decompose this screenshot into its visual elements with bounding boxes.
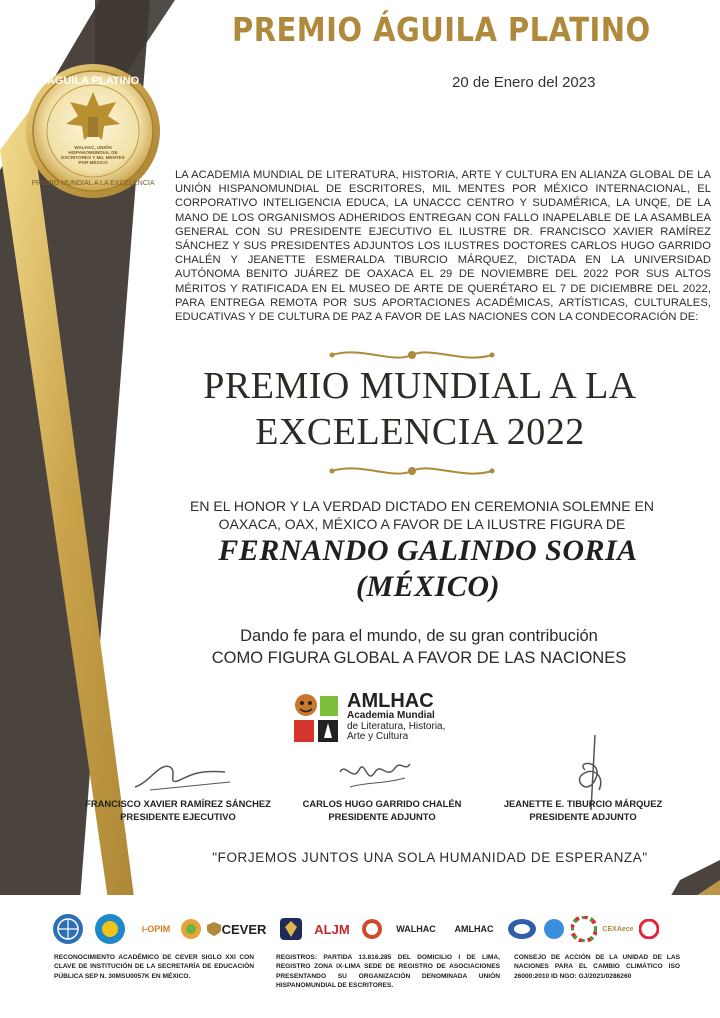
recipient-name: FERNANDO GALINDO SORIA — [218, 534, 638, 567]
partner-logos — [50, 910, 660, 948]
amlhac-line-1: Academia Mundial — [347, 710, 435, 721]
crest-icon — [277, 915, 305, 943]
issue-date: 20 de Enero del 2023 — [452, 74, 596, 91]
globe-icon — [94, 913, 126, 945]
globe-icon — [543, 918, 565, 940]
footer-right: CONSEJO DE ACCIÓN DE LA UNIDAD DE LAS NACIONES PARA EL CAMBIO CLIMÁTICO ISO 26000:2010 ID NGO: GJ/2021/0286260 — [514, 954, 680, 980]
svg-text:HISPANOMUNDIAL DE: HISPANOMUNDIAL DE — [68, 150, 118, 155]
partner-logo-cever — [200, 914, 272, 944]
partner-logo-1 — [50, 914, 86, 944]
contribution-statement — [150, 625, 688, 669]
partner-logo-15 — [638, 914, 660, 944]
partner-logo-iopim: i-OPIM — [141, 924, 171, 934]
award-title-line-1: PREMIO MUNDIAL A LA — [203, 365, 637, 407]
signature-2 — [335, 742, 415, 802]
circle-icon — [639, 919, 659, 939]
signer-1 — [78, 798, 278, 823]
badge-icon — [180, 918, 202, 940]
signer-1-name: FRANCISCO XAVIER RAMÍREZ SÁNCHEZ — [85, 798, 271, 809]
svg-text:ÁGUILA PLATINO: ÁGUILA PLATINO — [46, 75, 140, 87]
certificate-title: PREMIO ÁGUILA PLATINO — [232, 10, 651, 49]
motto: "FORJEMOS JUNTOS UNA SOLA HUMANIDAD DE ESPERANZA" — [212, 850, 648, 865]
amlhac-acronym: AMLHAC — [347, 690, 434, 712]
contribution-line-1: Dando fe para el mundo, de su gran contribución — [240, 627, 598, 645]
partner-logo-6 — [276, 914, 306, 944]
contribution-line-2: COMO FIGURA GLOBAL A FAVOR DE LAS NACIONES — [211, 649, 627, 667]
signer-2-role: PRESIDENTE ADJUNTO — [328, 810, 436, 822]
aguila-platino-seal — [24, 62, 162, 200]
certificate-body-text: LA ACADEMIA MUNDIAL DE LITERATURA, HISTORIA, ARTE Y CULTURA EN ALIANZA GLOBAL DE LA UNIÓN HISPANOMUNDIAL DE ESCRITORES, MIL MENTES POR MÉXICO INTERNACIONAL, EL CORPORATIVO INTELIGENCIA EDUCA, LA UNACCC CENTRO Y SUDAMÉRICA, LA UNQE, DE LA MANO DE LOS ORGANISMOS ADHERIDOS ENTREGAN CON FALLO INAPELABLE DE LA ASAMBLEA GENERAL CON SU PRESIDENTE EJECUTIVO EL ILUSTRE DR. FRANCISCO XAVIER RAMÍREZ SÁNCHEZ Y SUS PRESIDENTES ADJUNTOS LOS ILUSTRES DOCTORES CARLOS HUGO GARRIDO CHALÉN Y JEANETTE ESMERALDA TIBURCIO MÁRQUEZ, DICTADA EN LA UNIVERSIDAD AUTÓNOMA BENITO JUÁREZ DE OAXACA EL 29 DE NOVIEMBRE DEL 2022 POR SUS ALTOS MÉRITOS Y RATIFICADA EN EL MUSEO DE ARTE DE QUERÉTARO EL 7 DE DICIEMBRE DEL 2022, PARA ENTREGA REMOTA POR SUS APORTACIONES ACADÉMICAS, ARTÍSTICAS, CULTURALES, EDUCATIVAS Y DE CULTURA DE PAZ A FAVOR DE LAS NACIONES CON LA CONDECORACIÓN DE: — [175, 169, 711, 324]
recipient — [150, 533, 706, 605]
signature-1 — [130, 742, 240, 802]
partner-logo-cexaece: CEXAece — [602, 925, 634, 933]
partner-logo-11 — [506, 914, 538, 944]
partner-logo-amlhac: AMLHAC — [454, 924, 494, 934]
partner-logo-walhac: WALHAC — [396, 924, 436, 934]
shield-icon — [206, 921, 222, 937]
partner-logo-sdg — [570, 914, 598, 944]
partner-logo-aljm: ALJM — [314, 921, 350, 937]
svg-text:PREMIO MUNDIAL A LA EXCELENCIA: PREMIO MUNDIAL A LA EXCELENCIA — [31, 180, 155, 187]
amlhac-subtitle — [347, 711, 445, 743]
partner-logo-8 — [360, 914, 384, 944]
signer-2-name: CARLOS HUGO GARRIDO CHALÉN — [302, 798, 462, 809]
svg-text:ESCRITORES Y MIL MENTES: ESCRITORES Y MIL MENTES — [61, 155, 125, 160]
partner-logo-4 — [180, 914, 202, 944]
amlhac-logo — [292, 690, 462, 746]
signer-1-role: PRESIDENTE EJECUTIVO — [120, 810, 236, 822]
honor-line-2: OAXACA, OAX, MÉXICO A FAVOR DE LA ILUSTRE FIGURA DE — [218, 515, 626, 532]
emblem-icon — [507, 918, 537, 940]
svg-text:POR MÉXICO: POR MÉXICO — [78, 160, 108, 165]
amlhac-line-2: de Literatura, Historia, — [347, 720, 446, 732]
award-title — [150, 363, 690, 455]
amlhac-line-3: Arte y Cultura — [347, 731, 409, 742]
partner-logo-2 — [92, 914, 128, 944]
signer-2 — [292, 798, 472, 823]
honor-line-1: EN EL HONOR Y LA VERDAD DICTADO EN CEREMONIA SOLEMNE EN — [190, 498, 654, 514]
partner-logo-12 — [542, 914, 566, 944]
ornament-top — [322, 344, 502, 366]
partner-logo-cever-text: CEVER — [221, 921, 267, 937]
svg-text:WALHAC, UNIÓN: WALHAC, UNIÓN — [74, 145, 112, 150]
sdg-wheel-icon — [571, 916, 597, 942]
ornament-bottom — [322, 460, 502, 482]
globe-icon — [52, 913, 84, 945]
signer-3-name: JEANETTE E. TIBURCIO MÁRQUEZ — [503, 798, 663, 809]
footer-left: RECONOCIMIENTO ACADÉMICO DE CEVER SIGLO XXI CON CLAVE DE INSTITUCIÓN DE LA SECRETARÍA DE EDUCACIÓN PÚBLICA SEP N. 30MSU0057K EN MÉXICO. — [54, 954, 254, 980]
honor-statement — [150, 498, 694, 533]
amlhac-emblem-icon — [292, 692, 340, 744]
recipient-country: (MÉXICO) — [355, 570, 501, 603]
award-title-line-2: EXCELENCIA 2022 — [255, 411, 585, 453]
signer-3 — [488, 798, 678, 823]
seal-icon — [361, 918, 383, 940]
signer-3-role: PRESIDENTE ADJUNTO — [529, 810, 637, 822]
footer-center: REGISTROS: PARTIDA 13.816.285 DEL DOMICILIO I DE LIMA, REGISTRO ZONA IX-LIMA SEDE DE REGISTRO DE ASOCIACIONES PRESENTANDO SU ORGANIZACIÓN DENOMINADA UNIÓN HISPANOMUNDIAL DE ESCRITORES. — [276, 954, 500, 990]
